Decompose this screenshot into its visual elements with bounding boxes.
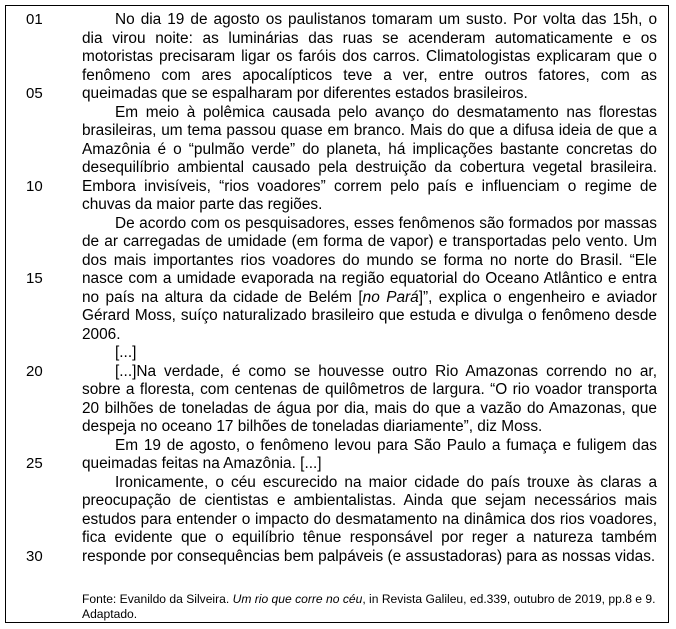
- article-text: [82, 11, 657, 566]
- paragraph-3-part-b: ]”, explica o engenheiro e aviador Gérard Moss, suíço naturalizado brasileiro que estuda e divulga o fenômeno desde 2006.: [82, 288, 657, 343]
- source-title: Um rio que corre no céu: [232, 592, 363, 606]
- paragraph-3-italic: no Pará: [362, 288, 419, 306]
- paragraph-4: [...]Na verdade, é como se houvesse outro Rio Amazonas correndo no ar, sobre a floresta, com centenas de quilômetros de largura. “O rio voador transporta 20 bilhões de toneladas de água por dia, mais do que a vazão do Amazonas, que despeja no oceano 17 bilhões de toneladas diariamente”, diz Moss.: [82, 362, 657, 435]
- source-prefix: Fonte: Evanildo da Silveira.: [82, 592, 233, 606]
- paragraph-3: [82, 215, 657, 345]
- line-number-05: 05: [26, 85, 43, 102]
- line-number-15: 15: [26, 270, 43, 287]
- source-citation: [82, 592, 660, 621]
- paragraph-2: Em meio à polêmica causada pelo avanço do desmatamento nas florestas brasileiras, um tema passou quase em branco. Mais do que a difusa ideia de que a Amazônia é o “pulmão verde” do planeta, há implicações bastante concretas do desequilíbrio ambiental causado pela destruição da cobertura vegetal brasileira. Embora invisíveis, “rios voadores” correm pelo país e influenciam o regime de chuvas da maior parte das regiões.: [82, 103, 657, 213]
- line-number-01: 01: [26, 11, 43, 28]
- line-number-10: 10: [26, 177, 43, 195]
- paragraph-6: Ironicamente, o céu escurecido na maior cidade do país trouxe às claras a preocupação de cientistas e ambientalistas. Ainda que sejam necessários mais estudos para entender o impacto do desmatamento na dinâmica dos rios voadores, fica evidente que o equilíbrio tênue responsável por reger a natureza também responde por consequências bem palpáveis (e assustadoras) para as nossas vidas.: [82, 473, 657, 565]
- line-number-25: 25: [26, 455, 43, 472]
- line-number-30: 30: [26, 547, 43, 565]
- paragraph-3-part-a: De acordo com os pesquisadores, esses fenômenos são formados por massas de ar carregadas de umidade (em forma de vapor) e transportadas pelo vento. Um dos mais importantes rios voadores do mundo se forma no norte do Brasil. “Ele nasce com a umidade evaporada na região equatorial do Oceano Atlântico e entra no país na altura da cidade de Belém [: [82, 214, 657, 306]
- paragraph-5: Em 19 de agosto, o fenômeno levou para São Paulo a fumaça e fuligem das queimadas feitas na Amazônia. [...]: [82, 436, 657, 472]
- ellipsis-line: [...]: [115, 344, 137, 361]
- paragraph-1: No dia 19 de agosto os paulistanos tomaram um susto. Por volta das 15h, o dia virou noite: as luminárias das ruas se acenderam automaticamente e os motoristas precisaram ligar os faróis dos carros. Climatologistas explicaram que o fenômeno com ares apocalípticos teve a ver, entre outros fatores, com as queimadas que se espalharam por diferentes estados brasileiros.: [82, 11, 657, 102]
- source-suffix: , in Revista Galileu, ed.339, outubro de 2019, pp.8 e 9. Adaptado.: [82, 592, 656, 621]
- line-number-20: 20: [26, 362, 43, 380]
